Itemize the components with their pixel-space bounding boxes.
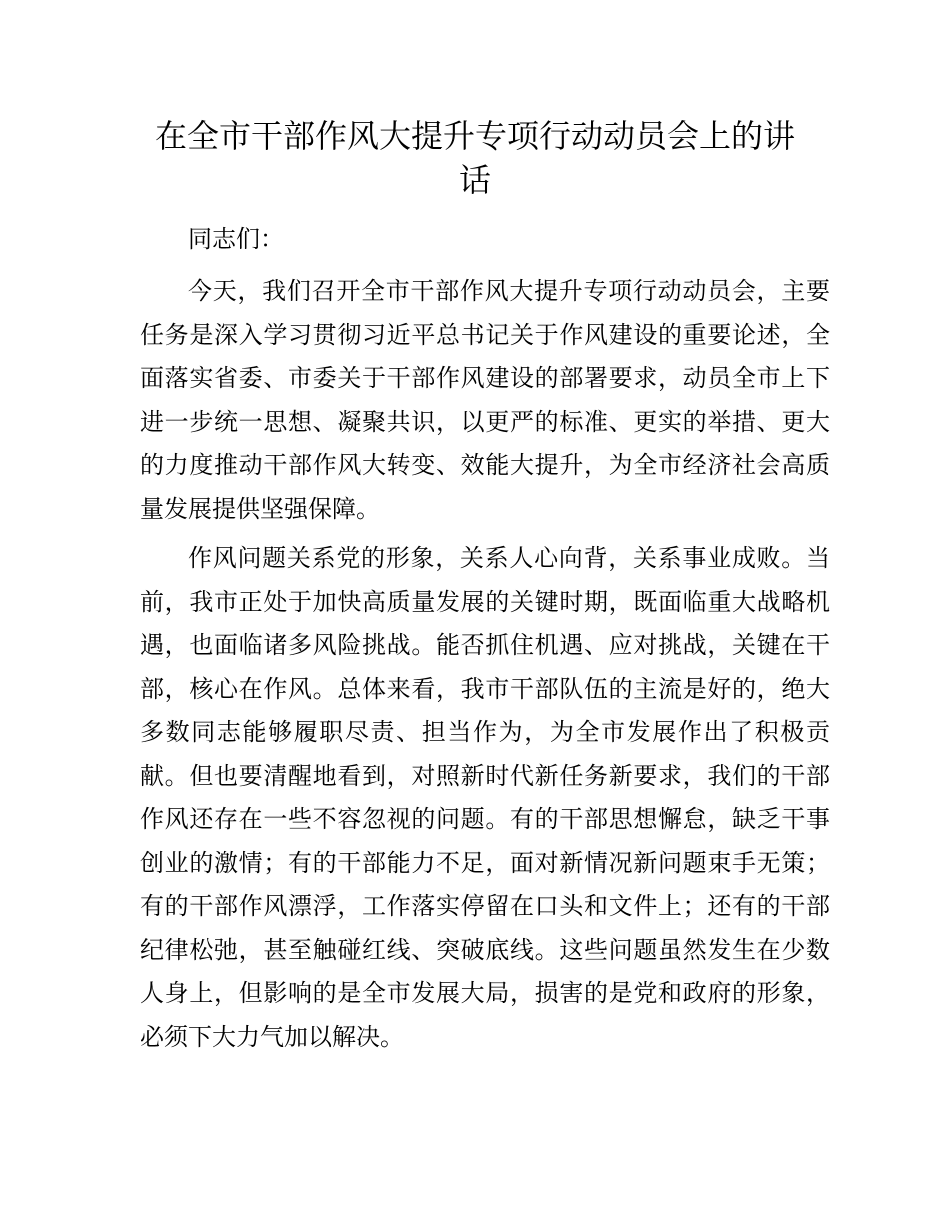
document-title: 在全市干部作风大提升专项行动动员会上的讲话 <box>154 117 795 199</box>
paragraph-1: 今天，我们召开全市干部作风大提升专项行动动员会，主要任务是深入学习贯彻习近平总书记关于作风建设的重要论述，全面落实省委、市委关于干部作风建设的部署要求，动员全市上下进一步统一思想、凝聚共识，以更严的标准、更实的举措、更大的力度推动干部作风大转变、效能大提升，为全市经济社会高质量发展提供坚强保障。 <box>140 277 830 523</box>
paragraph-2: 作风问题关系党的形象，关系人心向背，关系事业成败。当前，我市正处于加快高质量发展的关键时期，既面临重大战略机遇，也面临诸多风险挑战。能否抓住机遇、应对挑战，关键在干部，核心在作风。总体来看，我市干部队伍的主流是好的，绝大多数同志能够履职尽责、担当作为，为全市发展作出了积极贡献。但也要清醒地看到，对照新时代新任务新要求，我们的干部作风还存在一些不容忽视的问题。有的干部思想懈怠，缺乏干事创业的激情；有的干部能力不足，面对新情况新问题束手无策；有的干部作风漂浮，工作落实停留在口头和文件上；还有的干部纪律松弛，甚至触碰红线、突破底线。这些问题虽然发生在少数人身上，但影响的是全市发展大局，损害的是党和政府的形象，必须下大力气加以解决。 <box>140 544 830 1051</box>
salutation: 同志们： <box>188 225 284 253</box>
